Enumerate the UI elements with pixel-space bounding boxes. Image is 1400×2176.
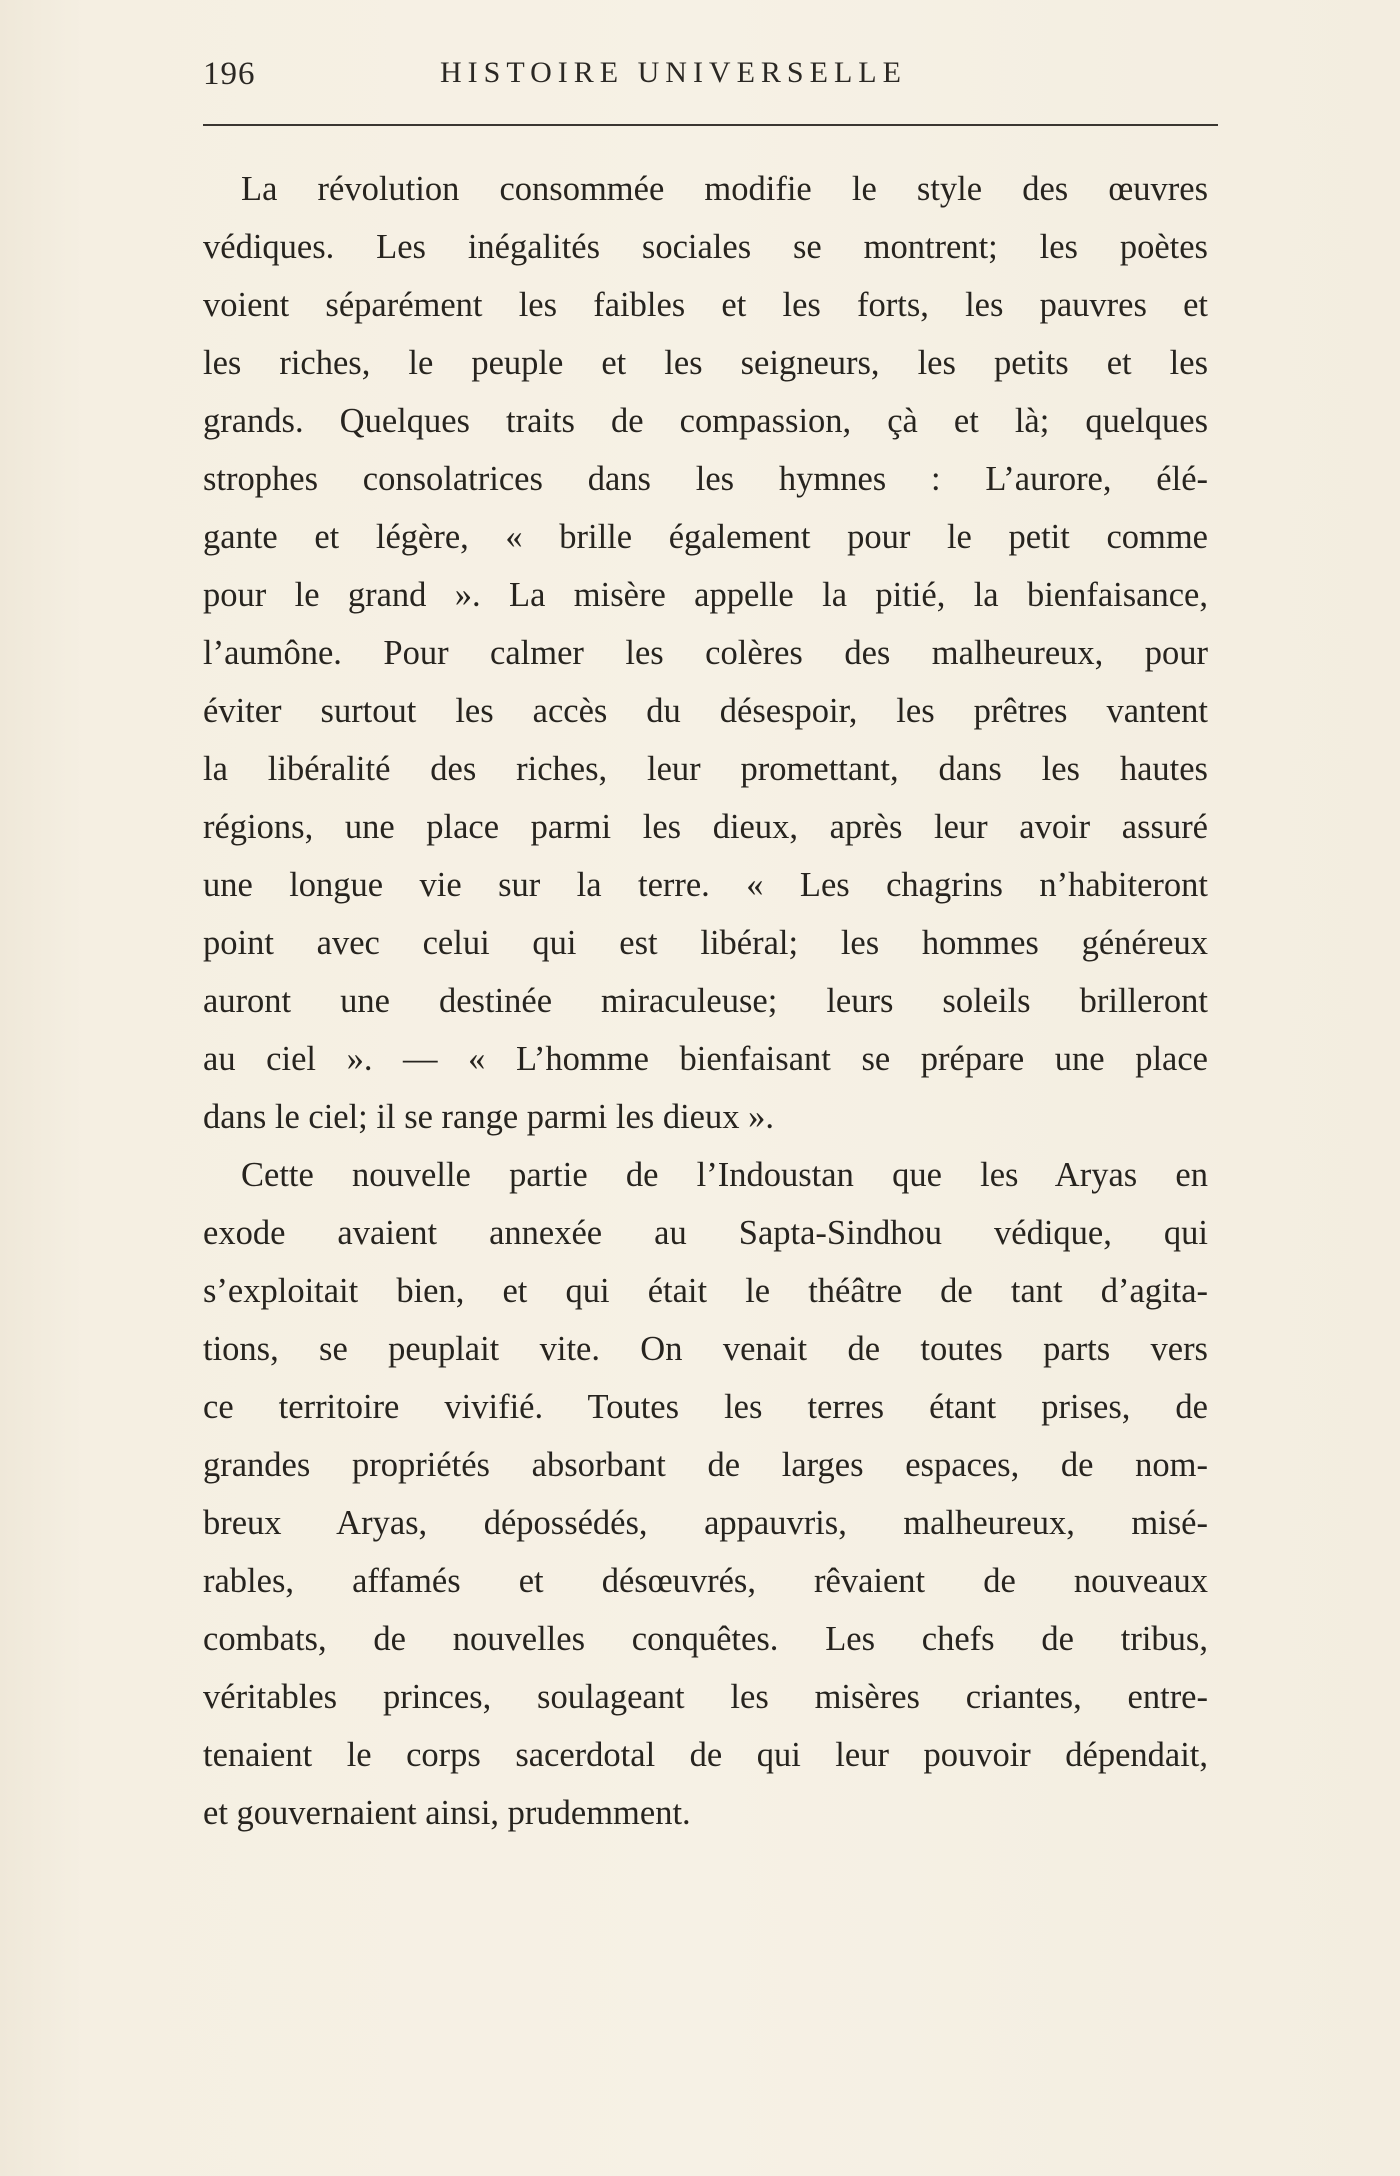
page-number: 196 <box>203 56 256 92</box>
text-line: gante et légère, « brille également pour le petit comme <box>203 518 1208 556</box>
text-line: védiques. Les inégalités sociales se montrent; les poètes <box>203 228 1208 266</box>
text-line: pour le grand ». La misère appelle la pitié, la bienfaisance, <box>203 576 1208 614</box>
text-line: Cette nouvelle partie de l’Indoustan que les Aryas en <box>241 1156 1208 1194</box>
text-line: strophes consolatrices dans les hymnes : L’aurore, élé- <box>203 460 1208 498</box>
text-line: exode avaient annexée au Sapta-Sindhou védique, qui <box>203 1214 1208 1252</box>
body-text <box>203 160 1208 1842</box>
text-line: breux Aryas, dépossédés, appauvris, malheureux, misé- <box>203 1504 1208 1542</box>
text-line: rables, affamés et désœuvrés, rêvaient de nouveaux <box>203 1562 1208 1600</box>
text-line: La révolution consommée modifie le style des œuvres <box>241 170 1208 208</box>
text-line: grands. Quelques traits de compassion, çà et là; quelques <box>203 402 1208 440</box>
text-line: tions, se peuplait vite. On venait de toutes parts vers <box>203 1330 1208 1368</box>
running-head <box>203 56 1218 106</box>
text-line: éviter surtout les accès du désespoir, les prêtres vantent <box>203 692 1208 730</box>
text-line: et gouvernaient ainsi, prudemment. <box>203 1794 691 1832</box>
text-line: véritables princes, soulageant les misères criantes, entre- <box>203 1678 1208 1716</box>
text-line: une longue vie sur la terre. « Les chagrins n’habiteront <box>203 866 1208 904</box>
text-line: l’aumône. Pour calmer les colères des malheureux, pour <box>203 634 1208 672</box>
text-line: tenaient le corps sacerdotal de qui leur pouvoir dépendait, <box>203 1736 1208 1774</box>
header-rule <box>203 124 1218 126</box>
text-line: s’exploitait bien, et qui était le théâtre de tant d’agita- <box>203 1272 1208 1310</box>
paragraph-1 <box>203 160 1208 1146</box>
text-line: combats, de nouvelles conquêtes. Les chefs de tribus, <box>203 1620 1208 1658</box>
text-line: les riches, le peuple et les seigneurs, les petits et les <box>203 344 1208 382</box>
text-line: ce territoire vivifié. Toutes les terres étant prises, de <box>203 1388 1208 1426</box>
text-line: au ciel ». — « L’homme bienfaisant se prépare une place <box>203 1040 1208 1078</box>
text-line: point avec celui qui est libéral; les hommes généreux <box>203 924 1208 962</box>
running-title: HISTOIRE UNIVERSELLE <box>440 56 907 89</box>
text-line: grandes propriétés absorbant de larges espaces, de nom- <box>203 1446 1208 1484</box>
text-line: régions, une place parmi les dieux, après leur avoir assuré <box>203 808 1208 846</box>
text-line: voient séparément les faibles et les forts, les pauvres et <box>203 286 1208 324</box>
paragraph-2 <box>203 1146 1208 1842</box>
text-line: dans le ciel; il se range parmi les dieux ». <box>203 1098 774 1136</box>
text-line: la libéralité des riches, leur promettant, dans les hautes <box>203 750 1208 788</box>
text-line: auront une destinée miraculeuse; leurs soleils brilleront <box>203 982 1208 1020</box>
